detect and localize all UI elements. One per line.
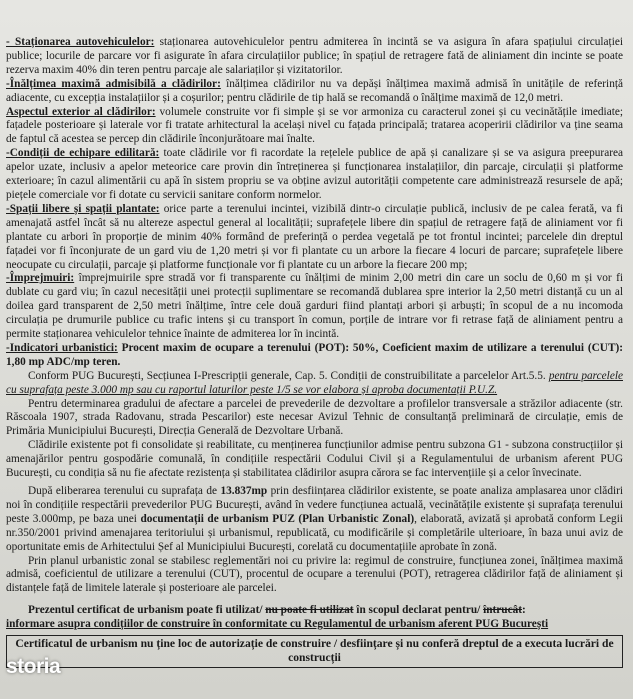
puz-documentatie: documentații de urbanism PUZ (Plan Urbanistic Zonal) [140,512,415,525]
final-text-a: Prezentul certificat de urbanism poate fi utilizat/ [28,604,266,617]
conform-text: Conform PUG București, Secțiunea I-Prescripții generale, Cap. 5. Condiții de construibilitate a parcelelor Art.5.5. [28,369,549,382]
inaltime-heading: -Înălțimea maximă admisibilă a clădirilor: [6,77,221,90]
parcare-text: staționarea autovehiculelor pentru admiterea în incintă se va asigura în afara spațiului circulației publice; locurile de parcare vor fi asigurate în afara circulațiilor publice; în spațiul de retragere fată de aliniament din incinte se poate rezerva maxim 40% din teren pentru parcaje ale salariaților și vizitatorilor. [6,36,623,76]
disclaimer-box: Certificatul de urbanism nu ține loc de autorizație de construire / desființare și nu conferă dreptul de a executa lucrări de construcții [6,635,623,668]
determinare-paragraph: Pentru determinarea gradului de afectare a parcelei de prevederile de dezvoltare a profilelor transversale a străzilor adiacente (str. Răscoala 1907, strada Radovanu, strada Pescarilor) este necesar Avizul Tehnic de consultanță preliminară de circulație, emis de Primăria Municipiului București, Direcția Generală de Dezvoltare Urbană. [6,397,623,438]
planul-paragraph: Prin planul urbanistic zonal se stabilesc reglementări noi cu privire la: regimul de construire, funcțiunea zonei, înălțimea maximă admisă, coeficientul de utilizare a terenului (CUT), procentul de ocupare a terenului (POT), retragerea clădirilor față de aliniament și distanțele față de limitele laterale și posterioare ale parcelei. [6,554,623,595]
indicatori-paragraph [6,342,623,370]
final-strike-2: întrucât [483,604,522,617]
indicatori-heading: -Indicatori urbanistici: [6,341,118,354]
inaltime-text: înălțimea clădirilor nu va depăși înălțimea maximă admisă în unitățile de referință adiacente, cu excepția instalațiilor și a coșurilor; pentru clădirile de tip hală se recomandă o înălțime maximă de 12,0 metri. [6,77,623,104]
parcare-heading: - Staționarea autovehiculelor: [6,36,155,48]
final-text-b: în scopul declarat pentru/ [353,604,484,617]
parcare-paragraph [6,36,623,78]
echipare-paragraph [6,147,623,203]
imprejmuiri-text: împrejmuirile spre stradă vor fi transparente cu înălțimi de minim 2,00 metri din care un soclu de 0,60 m și vor fi dublate cu gard viu; în cazul necesității unei protecții suplimentare se recomandă dublarea spre interior la 2,50 metri distanță cu un al doilea gard transparent de 2,50 metri înălțime, între cele două garduri fiind plantați arbori și arbuști; în scopul de a nu incomoda circulația pe drumurile publice cu trafic intens și cu transport în comun, porțile de intrare vor fi retrase față de aliniament pentru a permite staționarea vehiculelor tehnice înainte de admiterea lor în incintă. [6,272,623,341]
eliberare-paragraph [6,485,623,555]
final-purpose [6,618,623,632]
indicatori-values: Procent maxim de ocupare a terenului (POT): 50%, Coeficient maxim de utilizare a terenului (CUT): 1,80 mp ADC/mp teren. [6,341,624,368]
aspect-paragraph [6,106,623,148]
aspect-text: volumele construite vor fi simple și se vor armoniza cu caracterul zonei și cu vecinătățile imediate; fațadele posterioare și laterale vor fi tratate arhitectural la același nivel cu fațada principală; tratarea acoperirii clădirilor va ține seama de faptul că acestea se percep din clădirile înconjurătoare mai înalte. [6,105,623,146]
storia-watermark: storia [6,655,61,678]
conform-paragraph [6,370,623,398]
eliberare-text-mid: prin desființarea clădirilor existente, se poate analiza amplasarea unor clădiri noi în condițiile respectării prevederilor PUG București, având în vedere funcțiunea actuală, vecinătățile existente și suprafața terenului peste 3.000mp, pe baza unei [6,485,624,525]
final-purpose-text: informare asupra condițiilor de construire în conformitate cu Regulamentul de urbanism aferent PUG București [6,618,549,631]
imprejmuiri-paragraph [6,272,623,342]
puz-requirement: pentru parcelele cu suprafața peste 3.000 mp sau cu raportul laturilor peste 1/5 se vor elabora și aproba documentații P.U.Z. [6,369,623,396]
eliberare-text-end: , elaborată, avizată și aprobată conform Legii nr.350/2001 privind amenajarea teritoriului și urbanismul, republicată, cu modificările și completările ulterioare, în baza unui aviz de oportunitate emis de Arhitectului Șef al Municipiului București, corelată cu documentațiile aprobate în zonă. [6,512,623,553]
cladiri-paragraph: Clădirile existente pot fi consolidate și reabilitate, cu menținerea funcțiunilor admise pentru subzona G1 - subzona construcțiilor și amenajărilor pentru gospodărie comunală, în condițiile respectării Codului Civil și a Regulamentului de urbanism aferent PUG București, cu condiția să nu fie afectate rezistența și stabilitatea clădirilor asupra cărora se fac intervențiile și a celor învecinate. [6,439,623,480]
echipare-text: toate clădirile vor fi racordate la rețelele publice de apă și canalizare și se va asigura preepurarea apelor uzate, inclusiv a apelor meteorice care provin din întreținerea și funcționarea instalațiilor, din parcaje, circulații și platforme exterioare; în cazul alimentării cu apă în sistem propriu se va obține avizul autorității competente care administrează resursele de apă; piețele comerciale vor fi dotate cu servicii sanitare conform normelor. [6,147,623,201]
spatii-text: orice parte a terenului incintei, vizibilă dintr-o circulație publică, inclusiv de pe calea ferată, va fi amenajată astfel încât să nu altereze aspectul general al localității; suprafețele libere din spațiul de retragere față de aliniament vor fi plantate cu arbori în proporție de minim 40% formând de preferință o perdea vegetală pe tot frontul incintei; parcelele din dreptul fațadei vor fi înconjurate de un gard viu de 1,20 metri și vor fi plantate cu un arbore la fiecare 4 locuri de parcare; suprafețele libere neocupate cu circulații, parcaje și platforme funcționale vor fi plantate cu un arbore la fiecare 200 mp; [6,202,623,271]
spatii-paragraph [6,203,623,273]
final-text-c: : [522,604,526,617]
echipare-heading: -Condiții de echipare edilitară: [6,147,160,160]
inaltime-paragraph [6,78,623,106]
imprejmuiri-heading: -Împrejmuiri: [6,272,75,285]
eliberare-text-start: După eliberarea terenului cu suprafața de [28,485,221,497]
teren-suprafata: 13.837mp [220,485,268,497]
aspect-heading: Aspectul exterior al clădirilor: [6,105,156,118]
final-statement [6,604,623,618]
final-strike-1: nu poate fi utilizat [265,604,354,617]
spatii-heading: -Spații libere și spații plantate: [6,202,160,215]
